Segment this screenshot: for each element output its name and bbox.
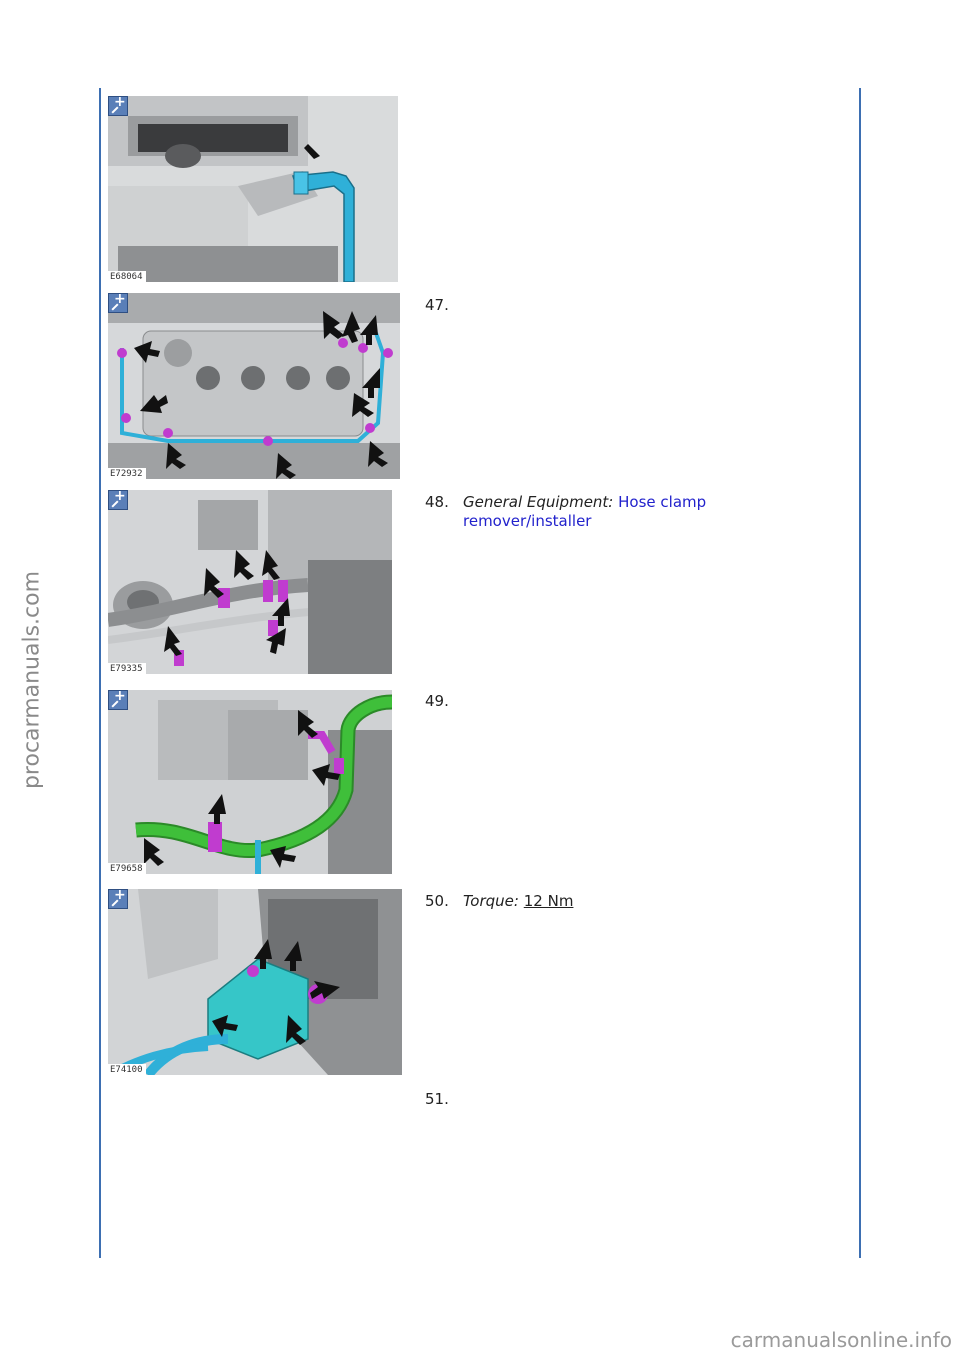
zoom-icon[interactable] [108,889,128,909]
step-content [463,493,753,531]
step-47 [425,296,463,314]
step-49 [425,692,463,710]
figure-code: E68064 [108,271,146,282]
torque-value: 12 Nm [523,892,574,910]
right-margin-rule [859,88,861,1258]
zoom-icon[interactable] [108,96,128,116]
step-number: 48. [425,493,449,511]
step-number: 47. [425,296,449,314]
figure-code: E72932 [108,468,146,479]
zoom-icon[interactable] [108,293,128,313]
step-content [463,892,753,911]
step-number: 51. [425,1090,449,1108]
footer-watermark: carmanualsonline.info [730,1328,952,1352]
illustration [108,690,392,874]
figure-code: E79658 [108,863,146,874]
figure-code: E74100 [108,1064,146,1075]
torque-label: Torque: [463,892,519,910]
illustration [108,889,402,1075]
zoom-icon[interactable] [108,690,128,710]
zoom-icon[interactable] [108,490,128,510]
side-watermark: procarmanuals.com [19,570,45,790]
figure-e79335[interactable] [108,490,392,674]
figure-e79658[interactable] [108,690,392,874]
step-51 [425,1090,463,1108]
step-number: 49. [425,692,449,710]
equipment-link[interactable]: Hose clamp remover/installer [463,493,707,530]
step-50 [425,892,574,910]
figure-e72932[interactable] [108,293,400,479]
figure-e74100[interactable] [108,889,402,1075]
illustration [108,96,398,282]
step-number: 50. [425,892,449,910]
figure-e68064[interactable] [108,96,398,282]
illustration [108,490,392,674]
figure-code: E79335 [108,663,146,674]
step-48 [425,493,707,530]
left-margin-rule [99,88,101,1258]
equipment-label: General Equipment: [463,493,614,511]
illustration [108,293,400,479]
